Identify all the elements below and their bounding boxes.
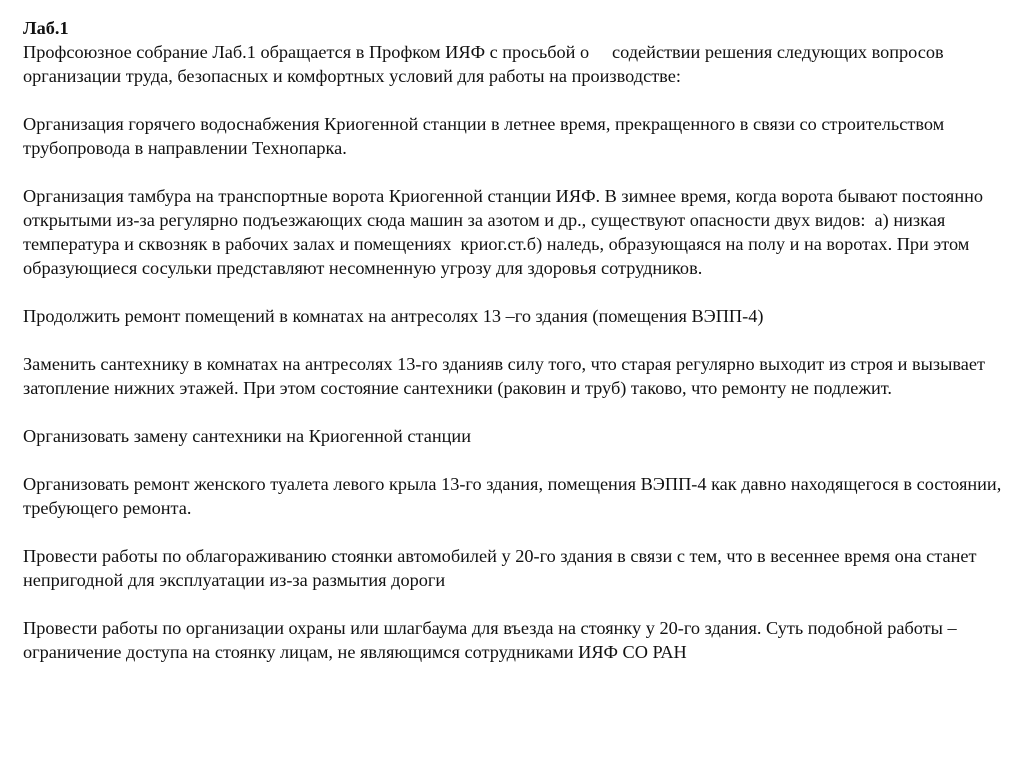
request-item-1: Организация горячего водоснабжения Криогенной станции в летнее время, прекращенного в связи со строительством трубопровода в направлении Технопарка. [23,114,945,158]
request-item-4: Заменить сантехнику в комнатах на антресолях 13-го зданияв силу того, что старая регулярно выходит из строя и вызывает затопление нижних этажей. При этом состояние сантехники (раковин и труб) таково, что ремонту не подлежит. [23,354,986,398]
request-item-5: Организовать замену сантехники на Криогенной станции [23,426,471,446]
request-item-3: Продолжить ремонт помещений в комнатах на антресолях 13 –го здания (помещения ВЭПП-4) [23,306,764,326]
request-item-8: Провести работы по организации охраны или шлагбаума для въезда на стоянку у 20-го здания. Суть подобной работы – ограничение доступа на стоянку лицам, не являющимся сотрудниками ИЯФ СО РАН [23,618,957,662]
request-item-7: Провести работы по облагораживанию стоянки автомобилей у 20-го здания в связи с тем, что в весеннее время она станет непригодной для эксплуатации из-за размытия дороги [23,546,977,590]
intro-paragraph: Профсоюзное собрание Лаб.1 обращается в Профком ИЯФ с просьбой о содействии решения следующих вопросов организации труда, безопасных и комфортных условий для работы на производстве: [23,42,949,86]
document-body [23,16,1008,664]
request-item-6: Организовать ремонт женского туалета левого крыла 13-го здания, помещения ВЭПП-4 как давно находящегося в состоянии, требующего ремонта. [23,474,1002,518]
request-item-2: Организация тамбура на транспортные ворота Криогенной станции ИЯФ. В зимнее время, когда ворота бывают постоянно открытыми из-за регулярно подъезжающих сюда машин за азотом и др., существуют опасности двух видов: а) низкая температура и сквозняк в рабочих залах и помещениях криог.ст.б) наледь, образующаяся на полу и на воротах. При этом образующиеся сосульки представляют несомненную угрозу для здоровья сотрудников. [23,186,988,278]
document-title: Лаб.1 [23,18,69,38]
